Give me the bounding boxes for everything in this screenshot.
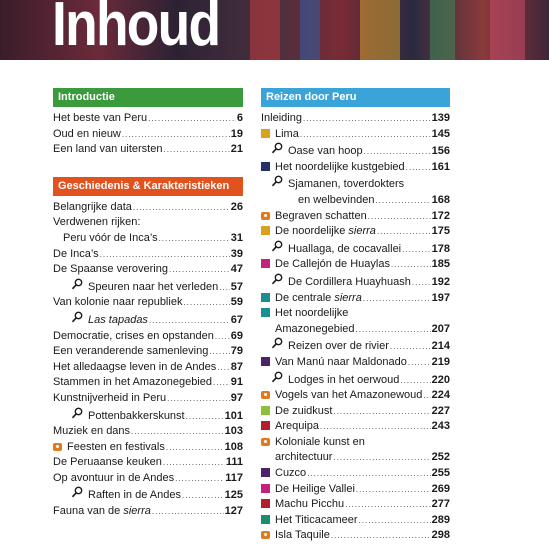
toc-entry[interactable]: De Heilige Vallei ..... 269 [261,482,450,498]
toc-entry[interactable]: Democratie, crises en opstanden ..... 69 [53,329,243,345]
toc-entry[interactable]: De centrale sierra ..... 197 [261,291,450,307]
toc-entry[interactable]: Het noordelijke [261,306,450,322]
toc-entry[interactable]: Van kolonie naar republiek ..... 59 [53,295,243,311]
toc-entry[interactable]: Feesten en festivals ..... 108 [53,440,243,456]
region-color-square [261,293,270,302]
magnifier-icon [71,486,83,498]
region-color-square [261,499,270,508]
toc-entry[interactable]: Het beste van Peru ..... 6 [53,111,243,127]
toc-entry[interactable]: Pottenbakkerskunst ..... 101 [53,407,243,425]
magnifier-icon [271,142,283,154]
toc-entry[interactable]: Sjamanen, toverdokters [261,175,450,193]
toc-entry[interactable]: Las tapadas ..... 67 [53,311,243,329]
toc-entry[interactable]: Koloniale kunst en [261,435,450,451]
contents-column-left [53,88,243,520]
toc-entry[interactable]: Isla Taquile ..... 298 [261,528,450,544]
toc-entry[interactable]: Huallaga, de cocavallei ..... 178 [261,240,450,258]
section-header-reizen: Reizen door Peru [261,88,450,107]
toc-entry[interactable]: Op avontuur in de Andes ..... 117 [53,471,243,487]
toc-entry[interactable]: Belangrijke data ..... 26 [53,200,243,216]
toc-entry[interactable]: Muziek en dans ..... 103 [53,424,243,440]
toc-entry[interactable]: Lima ..... 145 [261,127,450,143]
magnifier-icon [271,240,283,252]
region-color-square [261,226,270,235]
toc-entry[interactable]: Een veranderende samenleving ..... 79 [53,344,243,360]
magnifier-icon [271,371,283,383]
camera-icon [261,531,270,539]
toc-entry[interactable]: De noordelijke sierra ..... 175 [261,224,450,240]
section-header-geschiedenis: Geschiedenis & Karakteristieken [53,177,243,196]
camera-icon [261,212,270,220]
header-banner-photo [0,0,549,60]
toc-entry[interactable]: Cuzco ..... 255 [261,466,450,482]
toc-entry[interactable]: Vogels van het Amazonewoud ..... 224 [261,388,450,404]
toc-entry[interactable]: en welbevinden ..... 168 [261,193,450,209]
toc-entry[interactable]: Het noordelijke kustgebied ..... 161 [261,160,450,176]
region-color-square [261,308,270,317]
section-header-introductie: Introductie [53,88,243,107]
region-color-square [261,515,270,524]
magnifier-icon [271,273,283,285]
region-color-square [261,357,270,366]
toc-entry[interactable]: architectuur ..... 252 [261,450,450,466]
toc-entry[interactable]: Kunstnijverheid in Peru ..... 97 [53,391,243,407]
region-color-square [261,162,270,171]
toc-entry[interactable]: Speuren naar het verleden ..... 57 [53,278,243,296]
toc-entry[interactable]: Oud en nieuw ..... 19 [53,127,243,143]
toc-entry[interactable]: Een land van uitersten ..... 21 [53,142,243,158]
contents-column-right [261,88,450,544]
toc-entry[interactable]: Stammen in het Amazonegebied ..... 91 [53,375,243,391]
region-color-square [261,484,270,493]
toc-entry[interactable]: Amazonegebied ..... 207 [261,322,450,338]
magnifier-icon [71,311,83,323]
toc-entry[interactable]: De Spaanse verovering ..... 47 [53,262,243,278]
toc-entry[interactable]: De Inca’s ..... 39 [53,247,243,263]
toc-entry[interactable]: Reizen over de rivier ..... 214 [261,337,450,355]
region-color-square [261,406,270,415]
toc-entry[interactable]: Raften in de Andes ..... 125 [53,486,243,504]
toc-entry[interactable]: Lodges in het oerwoud ..... 220 [261,371,450,389]
magnifier-icon [71,278,83,290]
toc-entry[interactable]: Machu Picchu ..... 277 [261,497,450,513]
region-color-square [261,468,270,477]
camera-icon [261,438,270,446]
page-title: Inhoud [52,0,220,59]
region-color-square [261,421,270,430]
region-color-square [261,259,270,268]
camera-icon [53,443,62,451]
toc-entry[interactable]: Van Manú naar Maldonado ..... 219 [261,355,450,371]
region-color-square [261,129,270,138]
magnifier-icon [71,407,83,419]
camera-icon [261,391,270,399]
toc-entry[interactable]: Het alledaagse leven in de Andes ..... 87 [53,360,243,376]
toc-entry[interactable]: Begraven schatten ..... 172 [261,209,450,225]
toc-entry[interactable]: De Peruaanse keuken ..... 111 [53,455,243,471]
toc-entry[interactable]: De zuidkust ..... 227 [261,404,450,420]
toc-entry[interactable]: Fauna van de sierra ..... 127 [53,504,243,520]
toc-entry[interactable]: Inleiding ..... 139 [261,111,450,127]
toc-entry[interactable]: Oase van hoop ..... 156 [261,142,450,160]
toc-entry[interactable]: De Cordillera Huayhuash ..... 192 [261,273,450,291]
toc-entry[interactable]: De Callejón de Huaylas ..... 185 [261,257,450,273]
toc-entry[interactable]: Het Titicacameer ..... 289 [261,513,450,529]
magnifier-icon [271,175,283,187]
magnifier-icon [271,337,283,349]
toc-entry[interactable]: Arequipa ..... 243 [261,419,450,435]
toc-entry[interactable]: Verdwenen rijken: [53,216,141,229]
toc-entry[interactable]: Peru vóór de Inca’s ..... 31 [53,231,243,247]
